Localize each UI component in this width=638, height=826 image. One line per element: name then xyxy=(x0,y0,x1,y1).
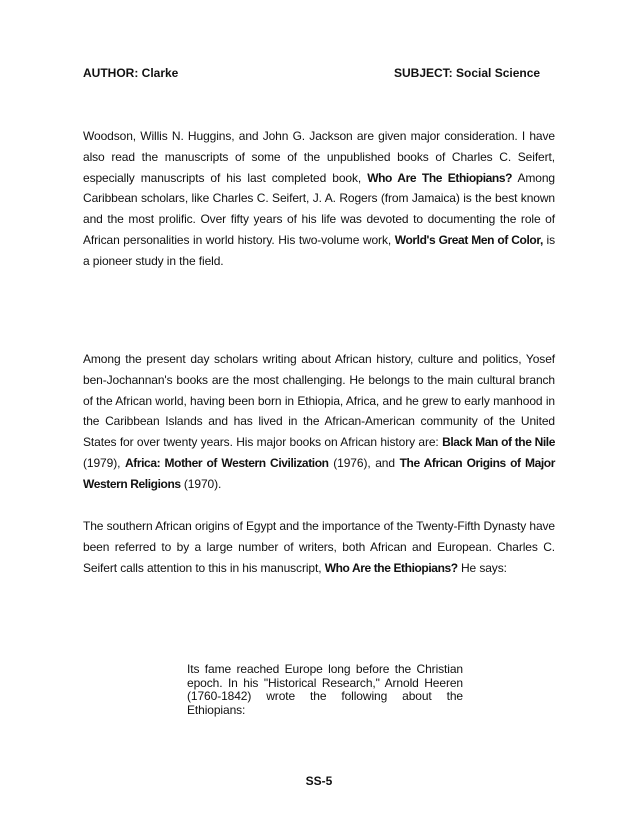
book-title-who-are-the-ethiopians: Who Are The Ethiopians? xyxy=(367,170,513,185)
paragraph-3-text-1: The southern African origins of Egypt and the importance of the Twenty-Fifth Dynasty have been referred to by a large number of writers, both African and European. Charles C. Seifert calls attention to this in his manuscript, xyxy=(83,519,555,575)
paragraph-1 xyxy=(83,126,555,272)
paragraph-2-text-2: (1979), xyxy=(83,455,125,470)
page-header xyxy=(83,66,555,84)
paragraph-2-text-1: Among the present day scholars writing about African history, culture and politics, Yosef ben-Jochannan's books are the most challenging. He belongs to the main cultural branch of the African world, having been born in Ethiopia, Africa, and he grew to early manhood in the Caribbean Islands and has lived in the African-American community of the United States for over twenty years. His major books on African history are: xyxy=(83,352,555,450)
book-title-african-origins-of-major-western-religions: The African Origins of Major Western Religions xyxy=(83,455,556,491)
paragraph-2-text-3: (1976), and xyxy=(328,455,400,470)
paragraph-3 xyxy=(83,516,555,578)
book-title-who-are-the-ethiopians-2: Who Are the Ethiopians? xyxy=(324,560,458,575)
paragraph-2 xyxy=(83,349,555,495)
paragraph-3-text-2: He says: xyxy=(457,560,507,575)
book-title-africa-mother-of-western-civilization: Africa: Mother of Western Civilization xyxy=(124,455,329,470)
block-quote: Its fame reached Europe long before the Christian epoch. In his "Historical Research," Arnold Heeren (1760-1842) wrote the following about the Ethiopians: xyxy=(187,662,463,717)
page-number: SS-5 xyxy=(305,774,333,788)
paragraph-1-text-2: Among Caribbean scholars, like Charles C. Seifert, J. A. Rogers (from Jamaica) is the best known and the most prolific. Over fifty years of his life was devoted to documenting the role of African personalities in world history. His two-volume work, xyxy=(83,170,555,247)
book-title-worlds-great-men-of-color: World's Great Men of Color, xyxy=(394,232,543,247)
paragraph-1-text-3: is a pioneer study in the field. xyxy=(83,232,556,268)
author-label: AUTHOR: Clarke xyxy=(83,66,179,80)
book-title-black-man-of-the-nile: Black Man of the Nile xyxy=(442,435,555,450)
paragraph-2-text-4: (1970). xyxy=(180,476,222,491)
subject-label: SUBJECT: Social Science xyxy=(394,66,541,80)
paragraph-1-text-1: Woodson, Willis N. Huggins, and John G. Jackson are given major consideration. I have also read the manuscripts of some of the unpublished books of Charles C. Seifert, especially manuscripts of his last completed book, xyxy=(83,129,555,185)
